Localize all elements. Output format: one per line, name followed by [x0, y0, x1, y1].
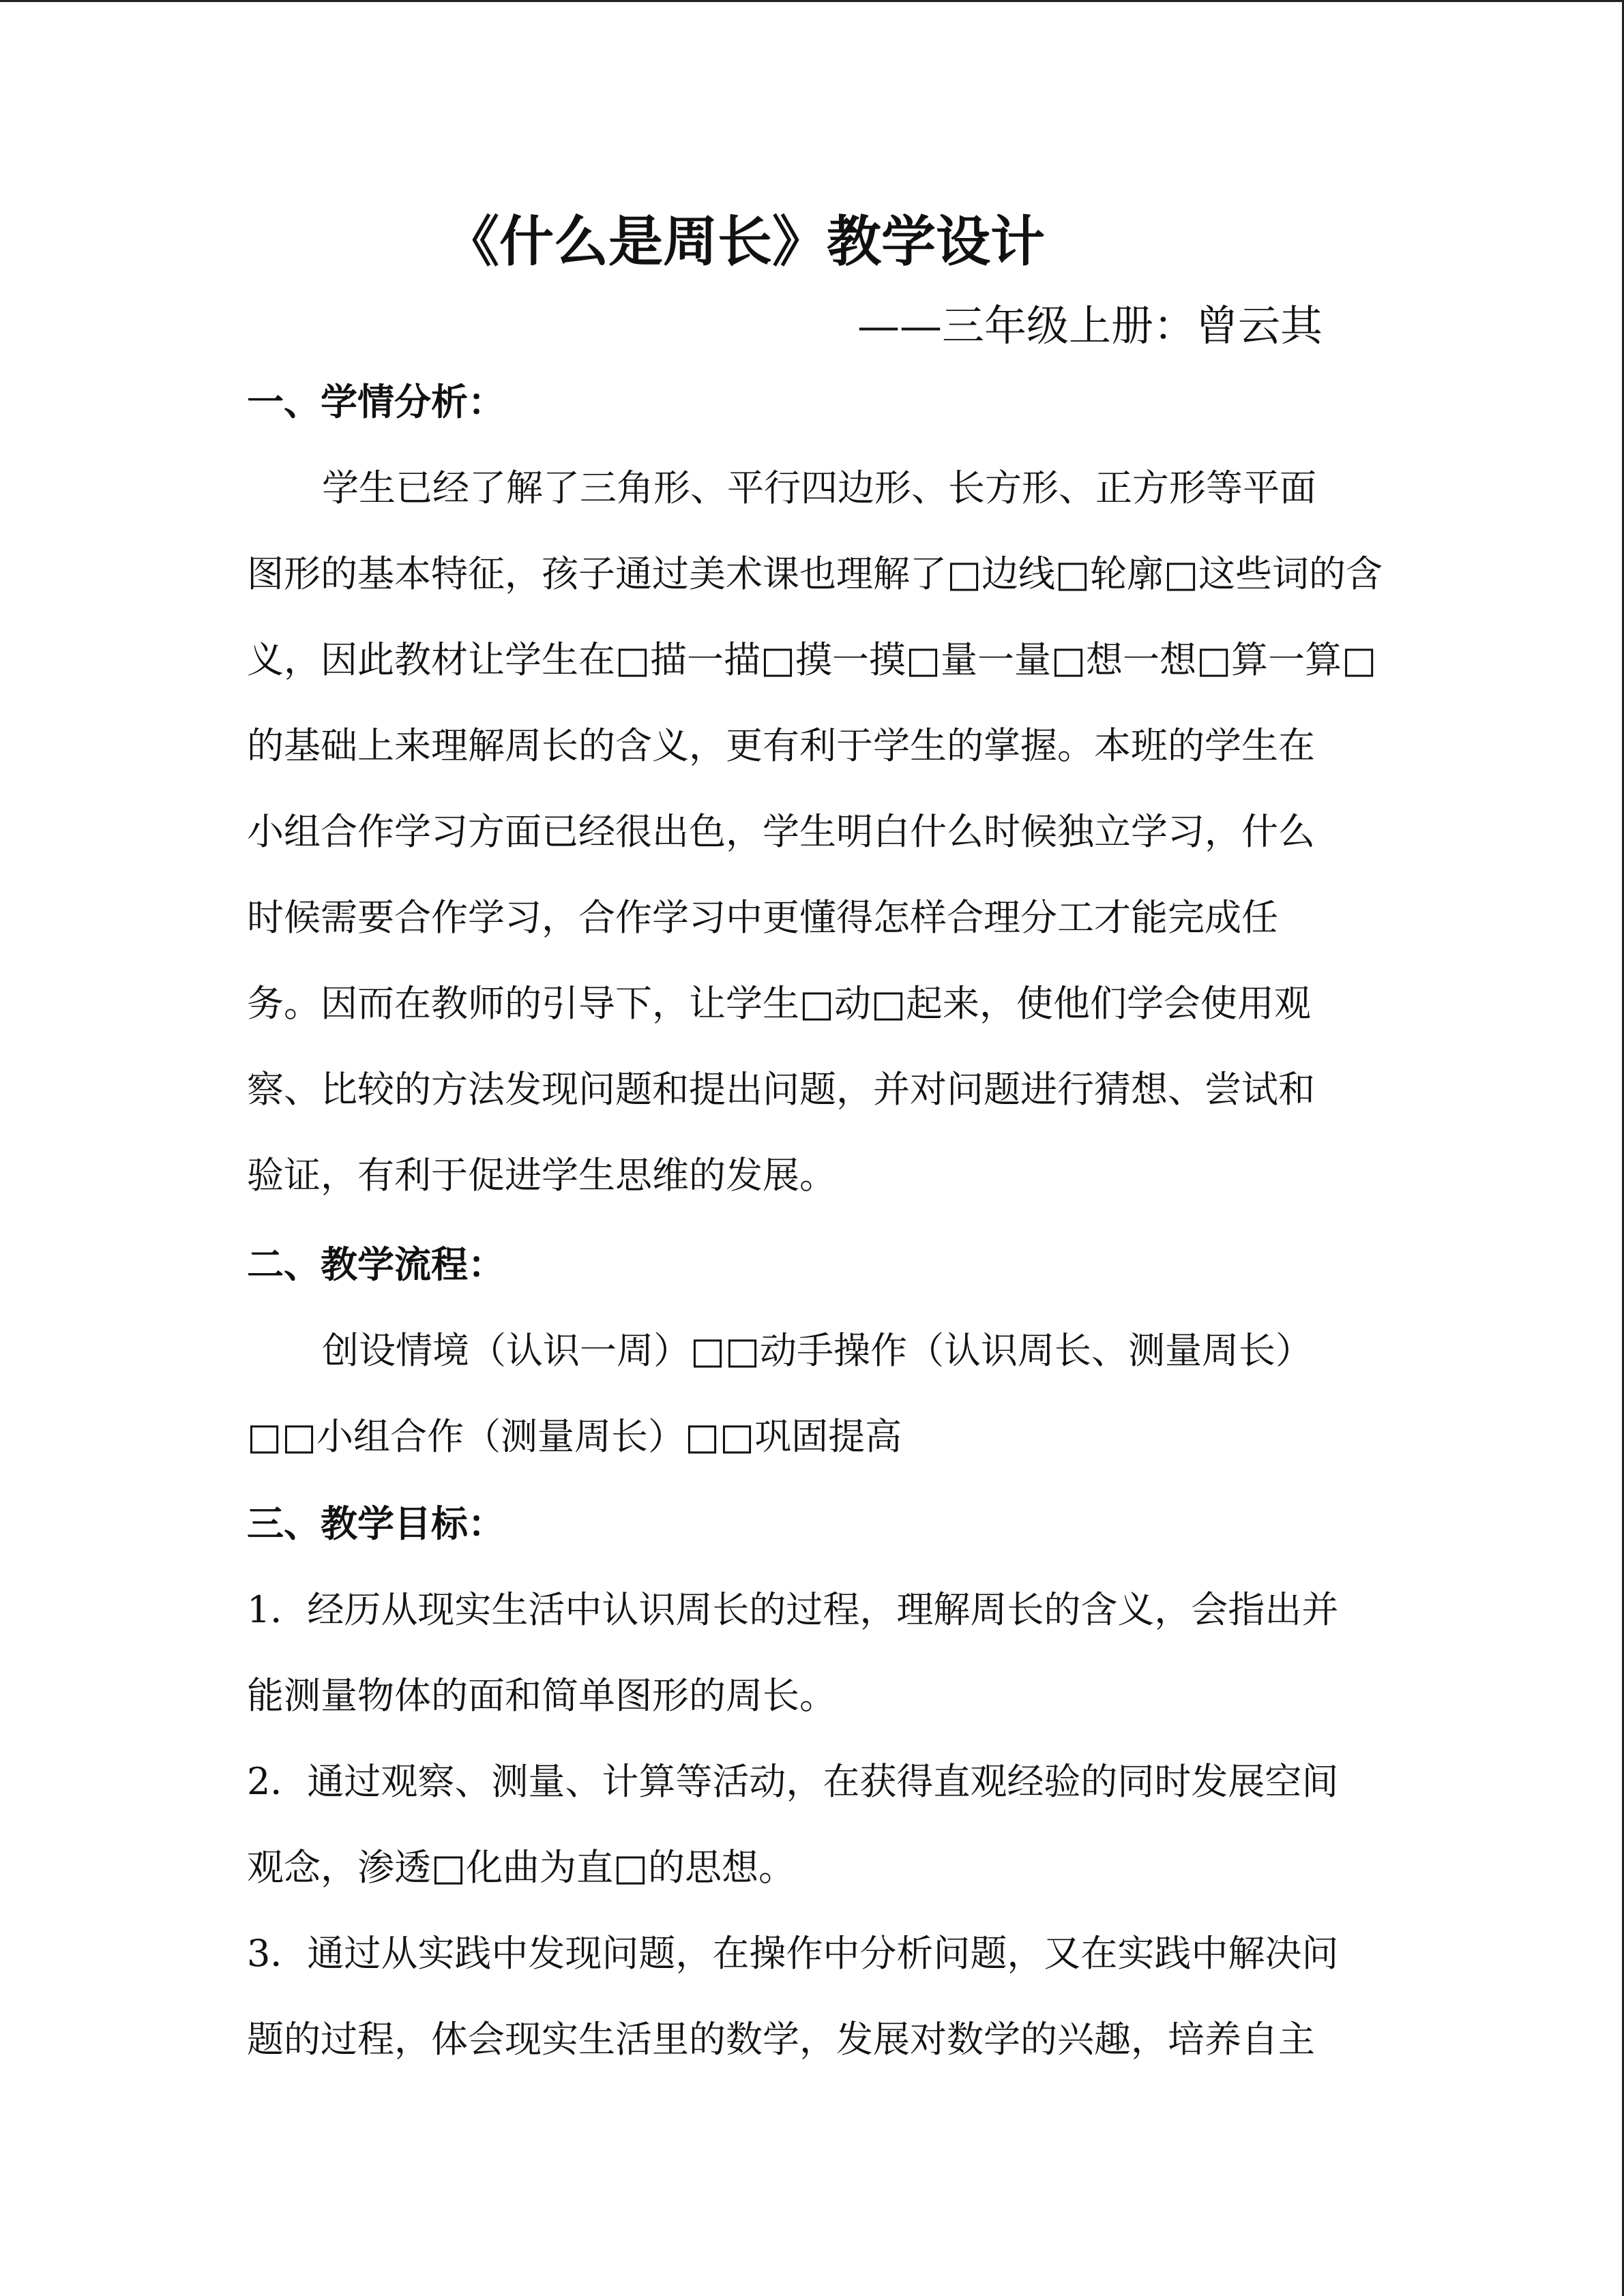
section-teaching-goals [247, 1500, 1379, 2083]
paragraph-line: 2．通过观察、测量、计算等活动，在获得直观经验的同时发展空间 [247, 1760, 1339, 1803]
paragraph-line: 能测量物体的面和简单图形的周长。 [247, 1674, 836, 1717]
section-heading: 二、教学流程： [247, 1243, 505, 1286]
paragraph-line: 时候需要合作学习，合作学习中更懂得怎样合理分工才能完成任 [247, 896, 1278, 939]
page-border-top [0, 0, 1624, 2]
paragraph-line: 图形的基本特征，孩子通过美术课也理解了□边线□轮廓□这些词的含 [247, 552, 1383, 595]
paragraph-line: 观念，渗透□化曲为直□的思想。 [247, 1846, 796, 1889]
section-heading: 一、学情分析： [247, 381, 505, 423]
section-paragraph [247, 1567, 1379, 2083]
section-heading: 三、教学目标： [247, 1502, 505, 1545]
paragraph-line: 验证，有利于促进学生思维的发展。 [247, 1154, 836, 1197]
paragraph-line: 小组合作学习方面已经很出色，学生明白什么时候独立学习，什么 [247, 810, 1315, 853]
document-title: 《什么是周长》教学设计 [445, 210, 1045, 273]
section-teaching-flow [247, 1241, 1379, 1480]
section-paragraph [247, 1308, 1379, 1480]
paragraph-line: 学生已经了解了三角形、平行四边形、长方形、正方形等平面 [322, 466, 1316, 509]
paragraph-line: 务。因而在教师的引导下，让学生□动□起来，使他们学会使用观 [247, 982, 1312, 1025]
paragraph-line: 题的过程，体会现实生活里的数学，发展对数学的兴趣，培养自主 [247, 2018, 1315, 2061]
paragraph-line: 创设情境（认识一周）□□动手操作（认识周长、测量周长） [322, 1329, 1313, 1372]
section-paragraph [247, 445, 1383, 1219]
paragraph-line: 的基础上来理解周长的含义，更有利于学生的掌握。本班的学生在 [247, 724, 1315, 767]
section-learner-analysis [247, 378, 1383, 1219]
paragraph-line: □□小组合作（测量周长）□□巩固提高 [247, 1415, 902, 1458]
document-subtitle: ——三年级上册：曾云其 [857, 301, 1323, 351]
paragraph-line: 3．通过从实践中发现问题，在操作中分析问题，又在实践中解决问 [247, 1932, 1339, 1975]
paragraph-line: 义，因此教材让学生在□描一描□摸一摸□量一量□想一想□算一算□ [247, 638, 1377, 681]
paragraph-line: 1．经历从现实生活中认识周长的过程，理解周长的含义，会指出并 [247, 1588, 1339, 1631]
paragraph-line: 察、比较的方法发现问题和提出问题，并对问题进行猜想、尝试和 [247, 1068, 1315, 1111]
